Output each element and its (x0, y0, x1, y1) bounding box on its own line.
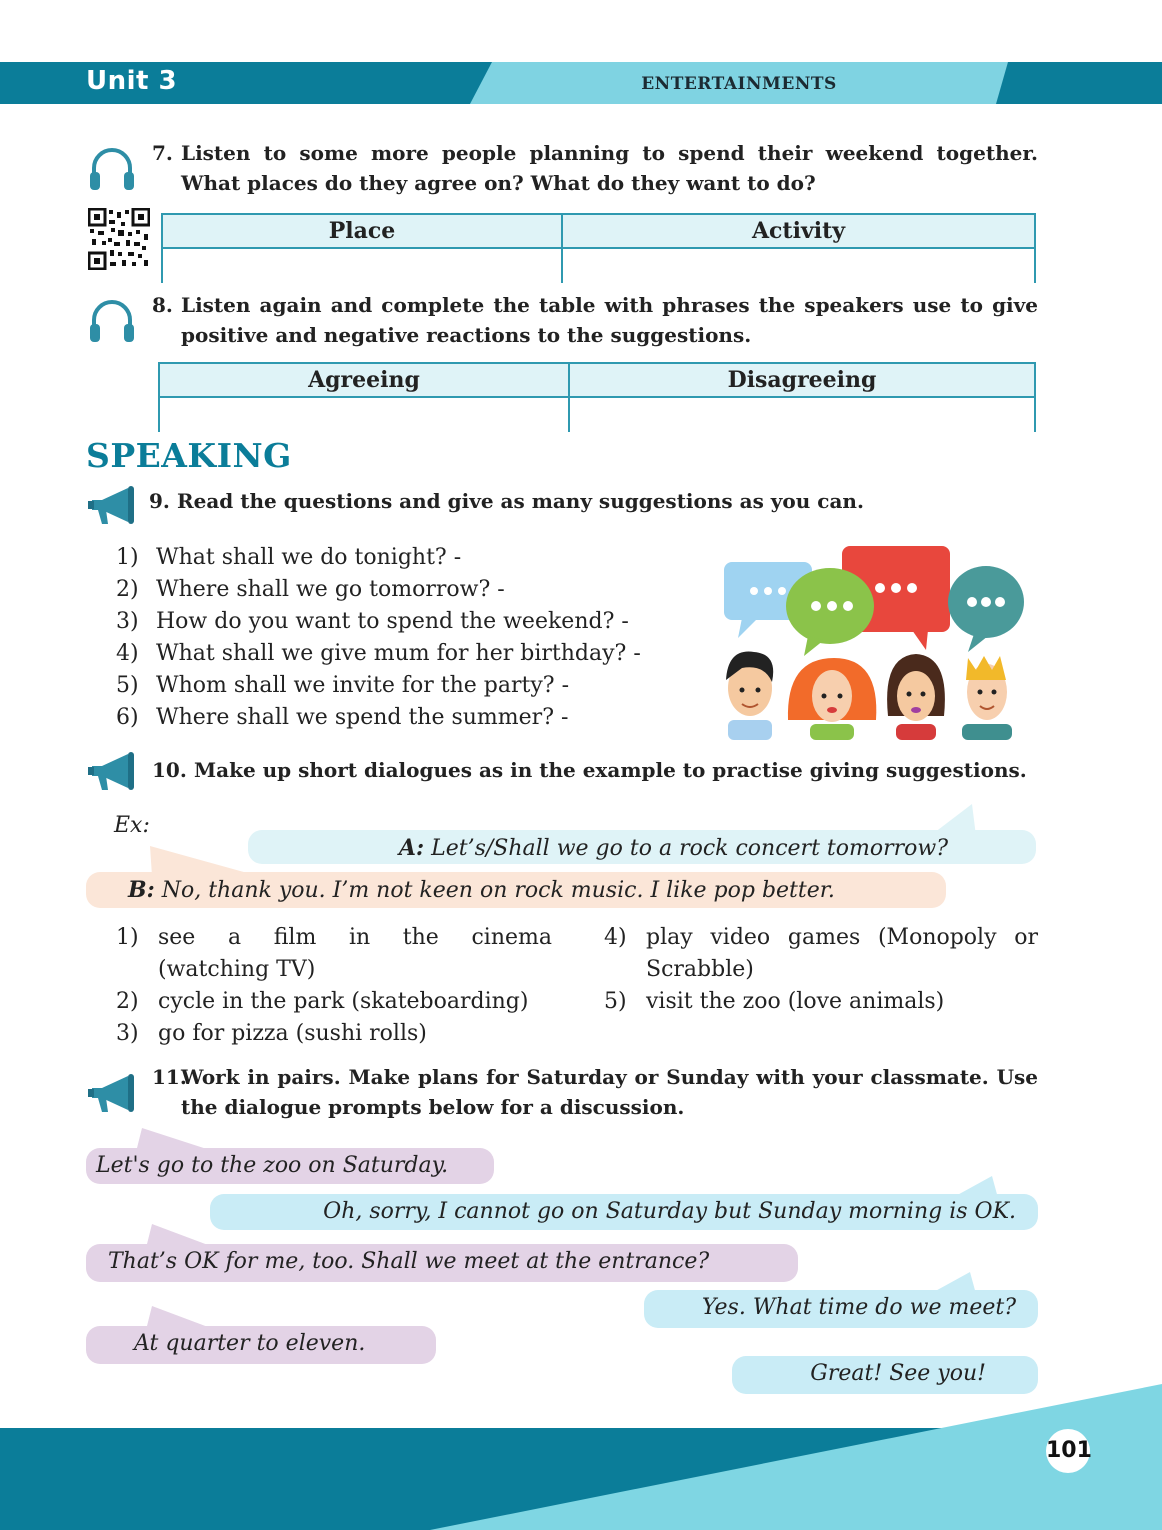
task-number: 7. (152, 141, 173, 165)
task-instruction: Listen to some more people planning to spend their weekend together. What places do they agree on? What do they want to do? (181, 141, 1038, 195)
example-bubble-a: A: Let’s/Shall we go to a rock concert tomorrow? (248, 830, 1036, 864)
task-number: 9. (149, 489, 170, 513)
unit-label: Unit 3 (86, 66, 178, 96)
list-item: 6) Where shall we spend the summer? - (116, 705, 569, 730)
headphones-icon (88, 298, 136, 344)
table-cell-activity[interactable] (562, 248, 1035, 283)
megaphone-icon (88, 750, 140, 794)
dialogue-bubble: Great! See you! (732, 1356, 1038, 1394)
dialogue-bubble: That’s OK for me, too. Shall we meet at the entrance? (86, 1244, 798, 1282)
agree-disagree-table (158, 362, 1036, 432)
list-item: 3) go for pizza (sushi rolls) (116, 1021, 427, 1046)
qr-code-icon (88, 208, 150, 270)
task-number: 10. (152, 758, 187, 782)
headphones-icon (88, 146, 136, 192)
table-cell-disagreeing[interactable] (569, 397, 1035, 432)
table-header-place: Place (162, 214, 562, 248)
table-cell-place[interactable] (162, 248, 562, 283)
task-11 (152, 1062, 1038, 1122)
task-instruction: Listen again and complete the table with phrases the speakers use to give positive and negative reactions to the suggestions. (181, 293, 1038, 347)
dialogue-bubble: Oh, sorry, I cannot go on Saturday but Sunday morning is OK. (210, 1194, 1038, 1230)
task-9 (149, 486, 1038, 516)
task-7 (152, 138, 1038, 198)
list-item: 3) How do you want to spend the weekend? - (116, 609, 629, 634)
people-talking-illustration (712, 540, 1036, 740)
table-header-activity: Activity (562, 214, 1035, 248)
question-list (116, 542, 641, 734)
list-item: 4) What shall we give mum for her birthday? - (116, 641, 641, 666)
list-item: 5) Whom shall we invite for the party? - (116, 673, 570, 698)
task-instruction: Read the questions and give as many suggestions as you can. (177, 489, 864, 513)
task-number: 8. (152, 293, 173, 317)
example-label: Ex: (114, 813, 150, 838)
page-number: 101 (1046, 1429, 1090, 1473)
task-8 (152, 290, 1038, 350)
options-list-right (604, 922, 1038, 1018)
task-instruction: Work in pairs. Make plans for Saturday or Sunday with your classmate. Use the dialogue prompts below for a discussion. (181, 1065, 1038, 1119)
table-header-disagreeing: Disagreeing (569, 363, 1035, 397)
list-item: 1) What shall we do tonight? - (116, 545, 462, 570)
list-item: 4) play video games (Monopoly or Scrabble) (604, 925, 1038, 982)
dialogue-bubble: Yes. What time do we meet? (644, 1290, 1038, 1328)
place-activity-table (161, 213, 1036, 283)
table-cell-agreeing[interactable] (159, 397, 569, 432)
list-item: 2) cycle in the park (skateboarding) (116, 989, 529, 1014)
list-item: 5) visit the zoo (love animals) (604, 989, 945, 1014)
dialogue-bubble: At quarter to eleven. (86, 1326, 436, 1364)
task-10 (152, 755, 1038, 785)
options-list-left (116, 922, 552, 1050)
task-number: 11. (152, 1065, 187, 1089)
task-instruction: Make up short dialogues as in the example to practise giving suggestions. (194, 758, 1027, 782)
table-header-agreeing: Agreeing (159, 363, 569, 397)
dialogue-bubble: Let's go to the zoo on Saturday. (86, 1148, 494, 1184)
unit-title: ENTERTAINMENTS (641, 74, 837, 94)
list-item: 1) see a film in the cinema (watching TV) (116, 925, 552, 982)
example-bubble-b: B: No, thank you. I’m not keen on rock music. I like pop better. (86, 872, 946, 908)
list-item: 2) Where shall we go tomorrow? - (116, 577, 505, 602)
section-title: SPEAKING (86, 436, 292, 475)
megaphone-icon (88, 1072, 140, 1116)
megaphone-icon (88, 484, 140, 528)
